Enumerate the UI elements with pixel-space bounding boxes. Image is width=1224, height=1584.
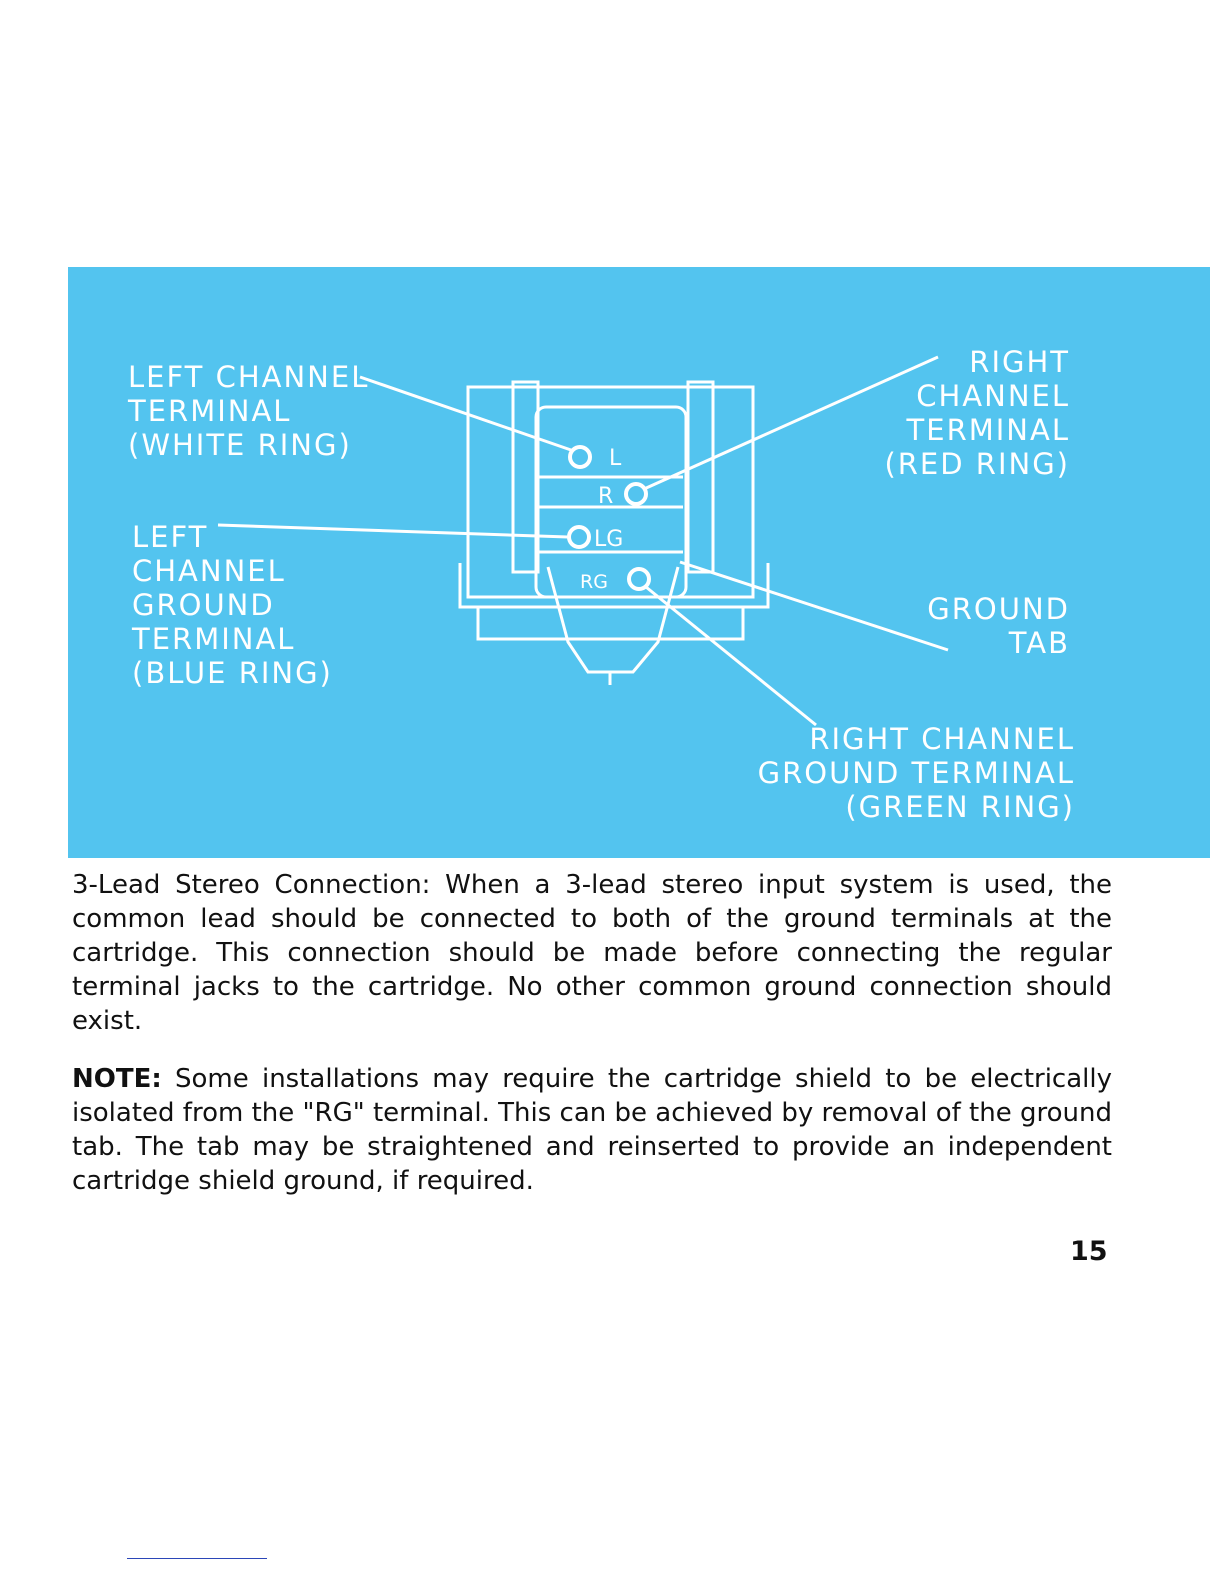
terminal-r <box>626 484 646 504</box>
page-number: 15 <box>1070 1236 1108 1267</box>
stylus-housing <box>548 567 678 672</box>
label-left-channel-ground: LEFT CHANNEL GROUND TERMINAL (BLUE RING) <box>132 520 333 690</box>
note-paragraph <box>72 1062 1112 1198</box>
note-body: Some installations may require the cartridge shield to be electrically isolated from the "RG" terminal. This can be achieved by removal of the ground tab. The tab may be straightened and reinserted to provide an independent cartridge shield ground, if required. <box>72 1064 1112 1196</box>
note-label: NOTE: <box>72 1064 162 1094</box>
terminal-lg <box>569 527 589 547</box>
cartridge-diagram <box>68 267 1210 858</box>
cartridge-side-left <box>513 382 538 572</box>
label-right-channel-terminal: RIGHT CHANNEL TERMINAL (RED RING) <box>884 345 1070 481</box>
label-left-channel-terminal: LEFT CHANNEL TERMINAL (WHITE RING) <box>128 360 370 462</box>
paragraph-3-lead-connection: 3-Lead Stereo Connection: When a 3-lead stereo input system is used, the common lead should be connected to both of the ground terminals at the cartridge. This connection should be made before connecting the regular terminal jacks to the cartridge. No other common ground connection should exist. <box>72 870 1112 1036</box>
pin-label-r: R <box>598 484 614 509</box>
mount-bracket <box>460 563 768 607</box>
terminal-l <box>570 447 590 467</box>
cartridge-side-right <box>688 382 713 572</box>
label-right-channel-ground: RIGHT CHANNEL GROUND TERMINAL (GREEN RING) <box>757 722 1075 824</box>
pin-label-lg: LG <box>594 527 624 552</box>
footnote-rule <box>127 1558 267 1559</box>
pin-label-rg: RG <box>580 571 608 593</box>
terminal-rg <box>629 569 649 589</box>
label-ground-tab: GROUND TAB <box>927 592 1070 660</box>
pin-label-l: L <box>609 446 622 471</box>
